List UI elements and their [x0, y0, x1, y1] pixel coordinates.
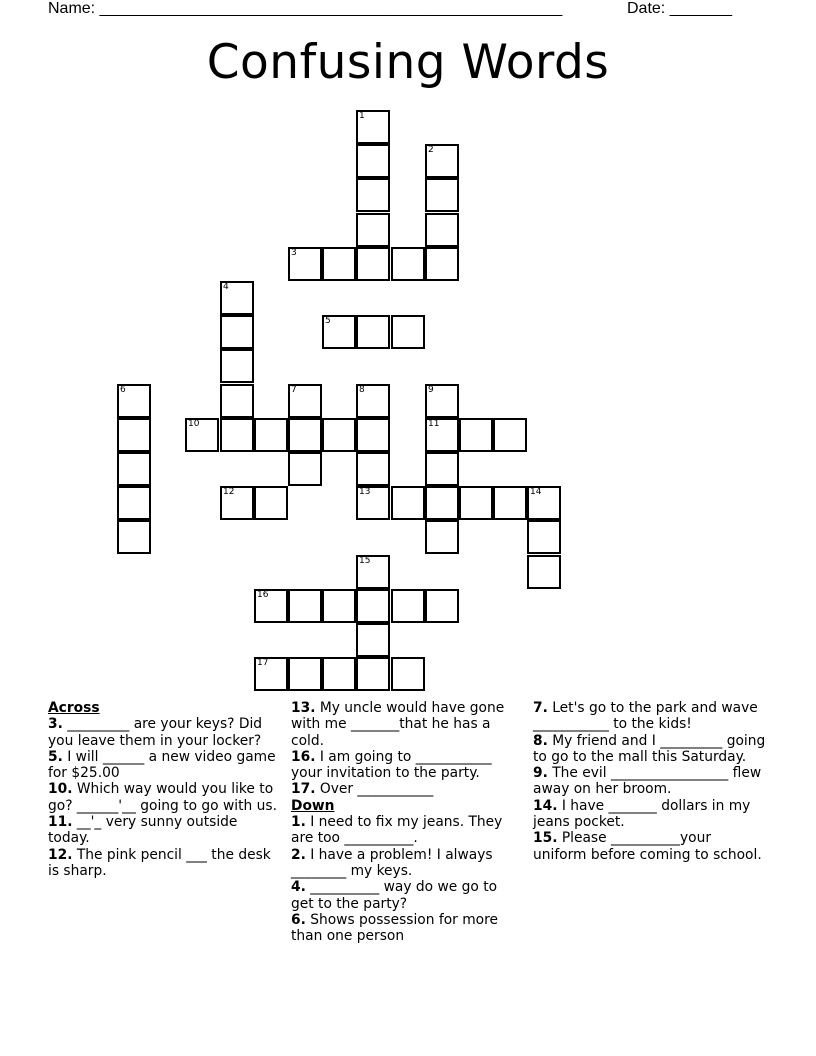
cell-number: 6 — [120, 385, 126, 395]
crossword-cell[interactable] — [425, 384, 459, 418]
cell-number: 7 — [291, 385, 297, 395]
crossword-cell[interactable] — [220, 315, 254, 349]
crossword-cell[interactable] — [322, 247, 356, 281]
crossword-cell[interactable] — [391, 486, 425, 520]
down-heading: Down — [291, 797, 335, 814]
crossword-cell[interactable] — [117, 384, 151, 418]
clue-text: The pink pencil ___ the desk is sharp. — [48, 846, 271, 879]
crossword-cell[interactable] — [117, 452, 151, 486]
crossword-cell[interactable] — [459, 486, 493, 520]
crossword-cell[interactable] — [288, 589, 322, 623]
crossword-cell[interactable] — [322, 315, 356, 349]
crossword-cell[interactable] — [117, 486, 151, 520]
cell-number: 1 — [359, 111, 365, 121]
crossword-cell[interactable] — [288, 384, 322, 418]
cell-number: 14 — [530, 487, 542, 497]
crossword-cell[interactable] — [391, 247, 425, 281]
crossword-cell[interactable] — [117, 520, 151, 554]
clues-column-2 — [291, 700, 523, 944]
crossword-cell[interactable] — [254, 486, 288, 520]
clue-across-13 — [291, 700, 523, 749]
crossword-cell[interactable] — [288, 418, 322, 452]
crossword-cell[interactable] — [391, 657, 425, 691]
crossword-cell[interactable] — [356, 384, 390, 418]
crossword-cell[interactable] — [493, 486, 527, 520]
crossword-cell[interactable] — [527, 555, 561, 589]
crossword-cell[interactable] — [220, 349, 254, 383]
clue-number: 8. — [533, 732, 548, 749]
clue-text: Please __________your uniform before coming to school. — [533, 830, 762, 863]
crossword-cell[interactable] — [220, 418, 254, 452]
cell-number: 15 — [359, 556, 371, 566]
clue-across-5 — [48, 749, 280, 782]
across-heading: Across — [48, 700, 100, 716]
crossword-cell[interactable] — [288, 452, 322, 486]
clue-number: 16. — [291, 748, 316, 765]
crossword-cell[interactable] — [117, 418, 151, 452]
cell-number: 17 — [257, 658, 269, 668]
clue-across-12 — [48, 847, 280, 880]
crossword-cell[interactable] — [185, 418, 219, 452]
clue-number: 17. — [291, 781, 316, 798]
crossword-cell[interactable] — [356, 247, 390, 281]
clue-text: _________ are your keys? Did you leave them in your locker? — [48, 716, 263, 749]
clue-text: I have a problem! I always ________ my keys. — [291, 846, 493, 879]
clue-text: I am going to ___________ your invitation to the party. — [291, 748, 492, 782]
clue-across-17 — [291, 781, 523, 797]
clue-text: I will ______ a new video game for $25.00 — [48, 748, 276, 782]
clue-number: 13. — [291, 700, 316, 716]
crossword-cell[interactable] — [356, 418, 390, 452]
clue-down-7 — [533, 700, 768, 733]
cell-number: 3 — [291, 248, 297, 258]
clue-down-15 — [533, 830, 768, 863]
clue-text: I have _______ dollars in my jeans pocket. — [533, 797, 751, 831]
clue-number: 7. — [533, 700, 548, 716]
crossword-cell[interactable] — [356, 315, 390, 349]
clue-down-9 — [533, 765, 768, 798]
clue-down-6 — [291, 912, 523, 945]
crossword-cell[interactable] — [322, 418, 356, 452]
clue-number: 1. — [291, 814, 306, 831]
clue-text: __________ way do we go to get to the party? — [291, 879, 498, 912]
crossword-cell[interactable] — [425, 213, 459, 247]
cell-number: 11 — [428, 419, 440, 429]
clue-down-4 — [291, 879, 523, 912]
clue-across-16 — [291, 749, 523, 782]
clue-number: 12. — [48, 846, 73, 863]
clue-down-14 — [533, 798, 768, 831]
crossword-cell[interactable] — [425, 144, 459, 178]
clue-number: 2. — [291, 846, 306, 863]
clue-number: 10. — [48, 781, 73, 798]
crossword-cell[interactable] — [322, 657, 356, 691]
clue-text: Over ___________ — [315, 781, 434, 798]
crossword-cell[interactable] — [288, 247, 322, 281]
clue-text: I need to fix my jeans. They are too __________. — [291, 814, 503, 847]
crossword-cell[interactable] — [356, 657, 390, 691]
crossword-cell[interactable] — [425, 589, 459, 623]
clue-across-11 — [48, 814, 280, 847]
crossword-cell[interactable] — [356, 452, 390, 486]
crossword-cell[interactable] — [356, 486, 390, 520]
clue-number: 5. — [48, 748, 63, 765]
crossword-cell[interactable] — [391, 315, 425, 349]
clue-text: Which way would you like to go? ______'__ going to go with us. — [48, 781, 277, 814]
crossword-cell[interactable] — [356, 178, 390, 212]
crossword-cell[interactable] — [356, 110, 390, 144]
crossword-cell[interactable] — [254, 657, 288, 691]
crossword-cell[interactable] — [391, 589, 425, 623]
cell-number: 5 — [325, 316, 331, 326]
clue-number: 6. — [291, 911, 306, 928]
crossword-cell[interactable] — [425, 486, 459, 520]
crossword-cell[interactable] — [425, 178, 459, 212]
clue-down-8 — [533, 733, 768, 766]
cell-number: 12 — [223, 487, 235, 497]
clue-text: Shows possession for more than one person — [291, 911, 498, 945]
cell-number: 9 — [428, 385, 434, 395]
crossword-cell[interactable] — [459, 418, 493, 452]
crossword-cell[interactable] — [527, 486, 561, 520]
crossword-cell[interactable] — [356, 589, 390, 623]
crossword-cell[interactable] — [356, 555, 390, 589]
clue-number: 14. — [533, 797, 558, 814]
crossword-cell[interactable] — [356, 144, 390, 178]
clue-text: My friend and I _________ going to go to the mall this Saturday. — [533, 732, 766, 765]
crossword-cell[interactable] — [493, 418, 527, 452]
cell-number: 16 — [257, 590, 269, 600]
clue-text: The evil _________________ flew away on her broom. — [533, 765, 762, 798]
crossword-cell[interactable] — [425, 418, 459, 452]
date-line: _______ — [669, 0, 732, 17]
name-line: ____________________________________________________ — [99, 0, 563, 17]
clue-across-3 — [48, 716, 280, 749]
name-label: Name: — [48, 0, 100, 17]
cell-number: 4 — [223, 282, 229, 292]
clue-down-1 — [291, 814, 523, 847]
date-label: Date: — [627, 0, 670, 17]
clue-number: 9. — [533, 765, 548, 782]
crossword-cell[interactable] — [254, 418, 288, 452]
clue-number: 15. — [533, 830, 558, 847]
clue-number: 3. — [48, 716, 63, 733]
clue-text: __'_ very sunny outside today. — [48, 814, 238, 847]
crossword-cell[interactable] — [288, 657, 322, 691]
crossword-cell[interactable] — [356, 213, 390, 247]
cell-number: 13 — [359, 487, 371, 497]
clues-column-1 — [48, 700, 280, 879]
clue-text: My uncle would have gone with me _______that he has a cold. — [291, 700, 505, 749]
clue-number: 4. — [291, 879, 306, 896]
crossword-cell[interactable] — [425, 452, 459, 486]
cell-number: 10 — [188, 419, 200, 429]
cell-number: 2 — [428, 145, 434, 155]
crossword-cell[interactable] — [254, 589, 288, 623]
crossword-cell[interactable] — [220, 281, 254, 315]
cell-number: 8 — [359, 385, 365, 395]
crossword-cell[interactable] — [425, 520, 459, 554]
clue-number: 11. — [48, 814, 73, 831]
crossword-cell[interactable] — [220, 486, 254, 520]
clues-column-3 — [533, 700, 768, 863]
crossword-cell[interactable] — [322, 589, 356, 623]
crossword-cell[interactable] — [220, 384, 254, 418]
clue-down-2 — [291, 847, 523, 880]
crossword-cell[interactable] — [527, 520, 561, 554]
clue-across-10 — [48, 781, 280, 814]
page-title: Confusing Words — [206, 35, 610, 90]
crossword-cell[interactable] — [425, 247, 459, 281]
clue-text: Let's go to the park and wave ___________ to the kids! — [533, 700, 758, 733]
crossword-cell[interactable] — [356, 623, 390, 657]
